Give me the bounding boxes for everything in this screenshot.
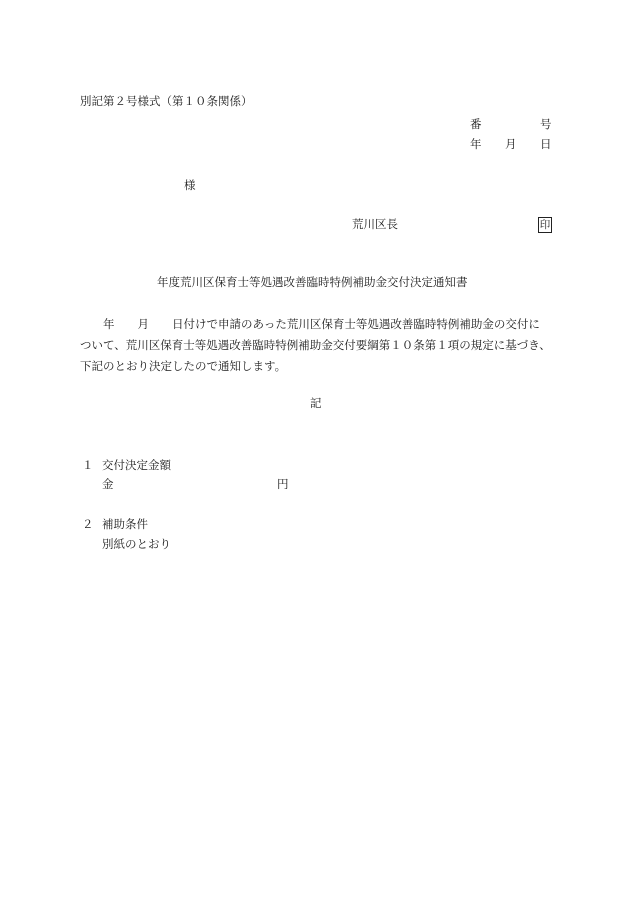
body-month: 月 [137,317,149,331]
date-month-label: 月 [505,137,517,151]
number-label-right: 号 [540,117,552,131]
body-year: 年 [103,317,115,331]
body-line-1-rest: 日付けで申請のあった荒川区保育士等処遇改善臨時特例補助金の交付に [172,317,540,331]
body-line-3: 下記のとおり決定したので通知します。 [80,359,287,373]
number-label-left: 番 [470,117,482,131]
item-2-number: ２ [82,517,94,531]
item-1-prefix: 金 [102,477,114,491]
item-1-number: １ [82,458,94,472]
item-2-label: 補助条件 [102,517,148,531]
recipient-honorific: 様 [184,178,196,192]
item-1-suffix: 円 [277,477,289,491]
form-reference: 別記第２号様式（第１０条関係） [80,94,253,108]
body-line-2: ついて、荒川区保育士等処遇改善臨時特例補助金交付要綱第１０条第１項の規定に基づき、 [80,338,551,352]
ki-heading: 記 [310,396,322,410]
date-year-label: 年 [470,137,482,151]
date-day-label: 日 [540,137,552,151]
sender-title: 荒川区長 [352,217,398,231]
item-1-label: 交付決定金額 [102,458,171,472]
document-title: 年度荒川区保育士等処遇改善臨時特例補助金交付決定通知書 [157,275,468,289]
item-2-value: 別紙のとおり [102,537,171,551]
body-line-1 [80,314,552,335]
body-paragraph [80,314,552,377]
seal-box: 印 [539,219,551,231]
